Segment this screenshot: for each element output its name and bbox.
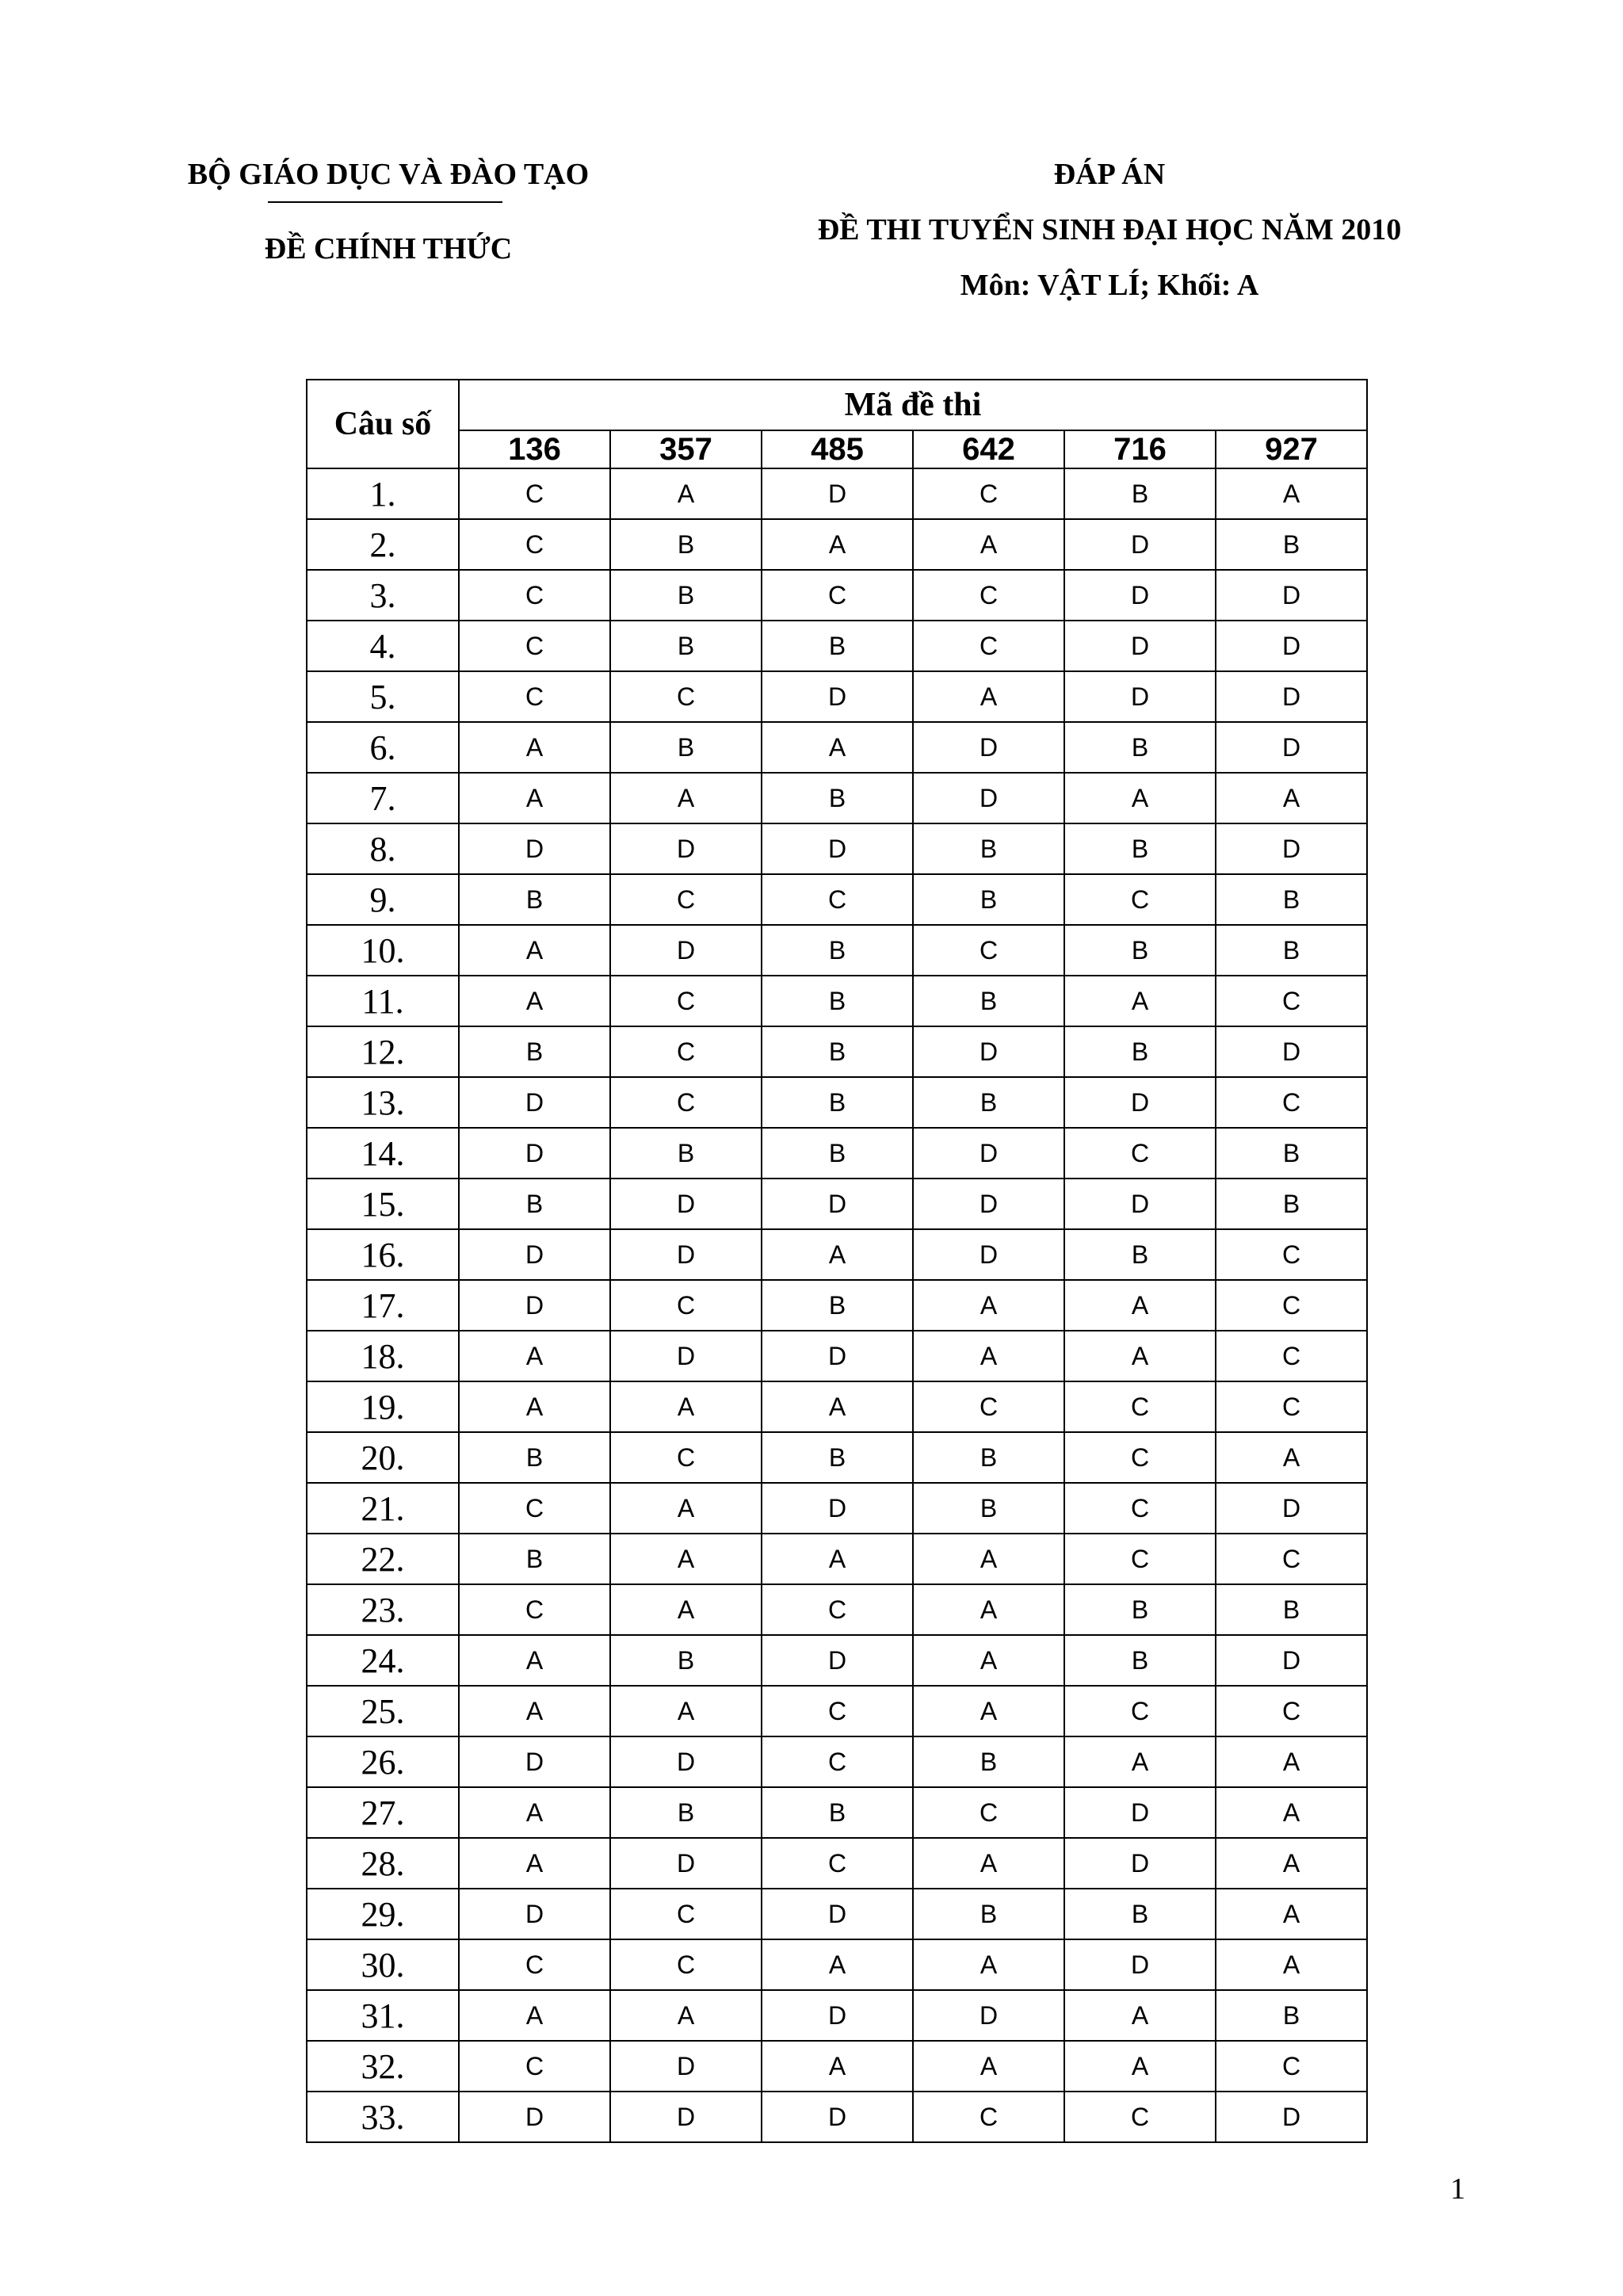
table-row (307, 2041, 1367, 2092)
answer-cell: D (459, 1229, 610, 1280)
answer-cell: C (1064, 874, 1216, 925)
answer-cell: D (1216, 2092, 1367, 2142)
answer-cell: A (459, 1331, 610, 1381)
answer-cell: C (762, 570, 913, 621)
table-row (307, 925, 1367, 976)
question-number: 12. (307, 1026, 459, 1077)
answer-cell: A (1064, 1990, 1216, 2041)
question-number: 22. (307, 1534, 459, 1584)
answer-cell: D (1064, 1838, 1216, 1889)
table-row (307, 1736, 1367, 1787)
table-row (307, 1889, 1367, 1939)
answer-cell: A (913, 671, 1064, 722)
answer-cell: B (762, 621, 913, 671)
answer-cell: A (762, 1381, 913, 1432)
exam-code-header: Mã đề thi (459, 380, 1367, 430)
answer-cell: D (459, 823, 610, 874)
question-number: 28. (307, 1838, 459, 1889)
answer-cell: B (1064, 1584, 1216, 1635)
answer-table-body (307, 468, 1367, 2142)
answer-cell: D (762, 1331, 913, 1381)
page-number: 1 (1450, 2172, 1465, 2206)
question-number: 26. (307, 1736, 459, 1787)
answer-cell: D (459, 1889, 610, 1939)
answer-cell: A (610, 1381, 762, 1432)
question-number: 11. (307, 976, 459, 1026)
answer-cell: C (1216, 1229, 1367, 1280)
question-number: 24. (307, 1635, 459, 1686)
answer-cell: D (762, 468, 913, 519)
table-row (307, 1331, 1367, 1381)
table-row (307, 1939, 1367, 1990)
table-row (307, 1026, 1367, 1077)
question-number: 7. (307, 773, 459, 823)
question-number: 25. (307, 1686, 459, 1736)
answer-cell: A (913, 1331, 1064, 1381)
answer-cell: C (913, 570, 1064, 621)
answer-cell: C (1064, 1534, 1216, 1584)
answer-cell: C (1064, 1128, 1216, 1179)
exam-code-4: 716 (1064, 430, 1216, 468)
answer-cell: A (459, 722, 610, 773)
answer-cell: D (1064, 1179, 1216, 1229)
answer-cell: A (1064, 1280, 1216, 1331)
answer-cell: B (1216, 925, 1367, 976)
answer-cell: D (913, 1128, 1064, 1179)
answer-table (306, 379, 1368, 2143)
answer-cell: C (1064, 2092, 1216, 2142)
table-row (307, 1686, 1367, 1736)
answer-cell: A (762, 1939, 913, 1990)
answer-cell: B (913, 1432, 1064, 1483)
answer-cell: A (610, 1990, 762, 2041)
answer-cell: A (459, 1990, 610, 2041)
table-row (307, 1838, 1367, 1889)
answer-cell: C (610, 1077, 762, 1128)
answer-cell: A (1064, 1736, 1216, 1787)
question-number: 1. (307, 468, 459, 519)
answer-cell: D (610, 925, 762, 976)
question-number: 29. (307, 1889, 459, 1939)
question-number: 17. (307, 1280, 459, 1331)
table-row (307, 621, 1367, 671)
answer-cell: D (1216, 1635, 1367, 1686)
answer-cell: B (1216, 519, 1367, 570)
table-row (307, 1432, 1367, 1483)
answer-cell: C (459, 468, 610, 519)
answer-cell: C (913, 621, 1064, 671)
answer-cell: D (1216, 823, 1367, 874)
answer-cell: A (610, 468, 762, 519)
table-row (307, 1787, 1367, 1838)
answer-cell: A (1216, 1736, 1367, 1787)
answer-cell: C (913, 2092, 1064, 2142)
question-number: 3. (307, 570, 459, 621)
answer-cell: B (762, 773, 913, 823)
header-underline (268, 201, 502, 203)
answer-cell: A (459, 925, 610, 976)
table-row (307, 1128, 1367, 1179)
answer-cell: D (610, 1229, 762, 1280)
answer-cell: C (1216, 1686, 1367, 1736)
answer-cell: C (610, 1026, 762, 1077)
answer-cell: A (913, 1939, 1064, 1990)
answer-cell: C (459, 519, 610, 570)
answer-cell: A (913, 1534, 1064, 1584)
table-row (307, 1483, 1367, 1534)
question-number: 2. (307, 519, 459, 570)
answer-cell: D (1064, 671, 1216, 722)
table-row (307, 1179, 1367, 1229)
answer-cell: C (762, 1736, 913, 1787)
exam-title: ĐỀ THI TUYỂN SINH ĐẠI HỌC NĂM 2010 (817, 213, 1402, 246)
answer-cell: C (459, 570, 610, 621)
table-row (307, 2092, 1367, 2142)
answer-cell: B (459, 874, 610, 925)
answer-cell: B (1216, 874, 1367, 925)
answer-cell: B (459, 1534, 610, 1584)
answer-cell: A (610, 1534, 762, 1584)
table-row (307, 1635, 1367, 1686)
answer-cell: C (610, 1432, 762, 1483)
answer-cell: D (762, 2092, 913, 2142)
answer-cell: D (1216, 1026, 1367, 1077)
answer-cell: C (459, 1483, 610, 1534)
answer-cell: D (610, 1331, 762, 1381)
table-row (307, 722, 1367, 773)
answer-cell: B (1064, 1889, 1216, 1939)
answer-cell: B (913, 1736, 1064, 1787)
answer-cell: C (459, 671, 610, 722)
answer-cell: A (1064, 976, 1216, 1026)
answer-cell: B (762, 1077, 913, 1128)
answer-cell: D (762, 823, 913, 874)
answer-cell: D (1064, 1077, 1216, 1128)
answer-cell: A (913, 1686, 1064, 1736)
answer-cell: B (459, 1179, 610, 1229)
answer-cell: A (1064, 1331, 1216, 1381)
answer-cell: D (913, 1179, 1064, 1229)
exam-code-2: 485 (762, 430, 913, 468)
question-number: 18. (307, 1331, 459, 1381)
answer-cell: A (913, 1280, 1064, 1331)
answer-cell: D (459, 1736, 610, 1787)
answer-cell: B (610, 519, 762, 570)
answer-cell: C (610, 874, 762, 925)
answer-cell: C (762, 1686, 913, 1736)
exam-code-row (307, 430, 1367, 468)
answer-cell: B (1216, 1128, 1367, 1179)
answer-cell: D (610, 2092, 762, 2142)
answer-cell: B (459, 1026, 610, 1077)
answer-cell: A (1216, 773, 1367, 823)
answer-cell: C (762, 1584, 913, 1635)
answer-cell: D (1216, 621, 1367, 671)
answer-cell: D (610, 1179, 762, 1229)
table-row (307, 1381, 1367, 1432)
answer-cell: A (1216, 1939, 1367, 1990)
answer-cell: B (610, 570, 762, 621)
answer-cell: D (762, 1179, 913, 1229)
answer-cell: D (913, 773, 1064, 823)
answer-cell: A (610, 1686, 762, 1736)
answer-cell: C (1064, 1432, 1216, 1483)
answer-key-title: ĐÁP ÁN (1053, 158, 1166, 191)
answer-cell: A (913, 1838, 1064, 1889)
answer-cell: C (610, 976, 762, 1026)
answer-cell: C (913, 1381, 1064, 1432)
question-number: 33. (307, 2092, 459, 2142)
table-row (307, 570, 1367, 621)
answer-cell: A (913, 1635, 1064, 1686)
answer-cell: B (913, 976, 1064, 1026)
answer-cell: A (610, 1483, 762, 1534)
exam-code-5: 927 (1216, 430, 1367, 468)
answer-cell: D (1216, 722, 1367, 773)
answer-cell: D (1064, 519, 1216, 570)
answer-cell: A (610, 1584, 762, 1635)
table-row (307, 1280, 1367, 1331)
answer-cell: B (1064, 925, 1216, 976)
question-number: 5. (307, 671, 459, 722)
question-number: 19. (307, 1381, 459, 1432)
question-number: 30. (307, 1939, 459, 1990)
answer-cell: C (762, 874, 913, 925)
answer-cell: B (913, 874, 1064, 925)
answer-cell: A (762, 1534, 913, 1584)
answer-cell: A (459, 1635, 610, 1686)
answer-cell: C (610, 671, 762, 722)
answer-cell: D (1064, 1939, 1216, 1990)
answer-cell: A (762, 519, 913, 570)
table-row (307, 519, 1367, 570)
answer-cell: D (913, 1026, 1064, 1077)
question-number: 23. (307, 1584, 459, 1635)
answer-cell: A (1216, 1838, 1367, 1889)
answer-cell: D (459, 1280, 610, 1331)
answer-cell: B (1064, 1229, 1216, 1280)
question-number: 8. (307, 823, 459, 874)
answer-cell: B (610, 621, 762, 671)
answer-cell: A (1216, 1432, 1367, 1483)
answer-cell: A (459, 1381, 610, 1432)
table-row (307, 874, 1367, 925)
answer-cell: D (913, 1229, 1064, 1280)
subject-line: Môn: VẬT LÍ; Khối: A (960, 269, 1259, 302)
answer-cell: C (459, 621, 610, 671)
answer-cell: A (1216, 1889, 1367, 1939)
answer-cell: D (610, 2041, 762, 2092)
answer-cell: A (762, 1229, 913, 1280)
answer-cell: A (1064, 773, 1216, 823)
answer-cell: B (1216, 1990, 1367, 2041)
answer-cell: D (913, 1990, 1064, 2041)
answer-cell: D (1216, 671, 1367, 722)
answer-cell: A (610, 773, 762, 823)
question-number: 13. (307, 1077, 459, 1128)
answer-cell: B (610, 722, 762, 773)
answer-cell: C (1064, 1381, 1216, 1432)
answer-cell: B (459, 1432, 610, 1483)
question-number: 10. (307, 925, 459, 976)
answer-cell: B (913, 823, 1064, 874)
answer-cell: C (1216, 1077, 1367, 1128)
question-number: 4. (307, 621, 459, 671)
table-row (307, 773, 1367, 823)
answer-cell: B (1064, 1635, 1216, 1686)
answer-cell: C (913, 1787, 1064, 1838)
answer-cell: B (913, 1889, 1064, 1939)
answer-cell: D (762, 1483, 913, 1534)
answer-cell: A (913, 1584, 1064, 1635)
answer-cell: A (1064, 2041, 1216, 2092)
answer-cell: C (1064, 1483, 1216, 1534)
answer-cell: A (762, 722, 913, 773)
answer-cell: B (913, 1483, 1064, 1534)
table-row (307, 1077, 1367, 1128)
answer-cell: D (1064, 570, 1216, 621)
answer-cell: D (762, 1990, 913, 2041)
question-number: 27. (307, 1787, 459, 1838)
answer-cell: B (762, 1787, 913, 1838)
answer-cell: C (1216, 1534, 1367, 1584)
official-label: ĐỀ CHÍNH THỨC (264, 232, 513, 266)
table-row (307, 1229, 1367, 1280)
answer-cell: A (913, 2041, 1064, 2092)
table-row (307, 1584, 1367, 1635)
answer-cell: C (610, 1939, 762, 1990)
answer-cell: C (1216, 1280, 1367, 1331)
answer-cell: B (1064, 722, 1216, 773)
answer-cell: A (459, 773, 610, 823)
table-row (307, 468, 1367, 519)
question-number: 9. (307, 874, 459, 925)
answer-cell: B (762, 976, 913, 1026)
exam-code-1: 357 (610, 430, 762, 468)
answer-cell: B (762, 1026, 913, 1077)
answer-cell: D (459, 2092, 610, 2142)
answer-cell: C (459, 1939, 610, 1990)
answer-cell: B (762, 1432, 913, 1483)
answer-cell: D (459, 1128, 610, 1179)
answer-cell: A (459, 1686, 610, 1736)
answer-cell: D (1064, 621, 1216, 671)
answer-cell: D (762, 1635, 913, 1686)
answer-cell: C (1216, 1381, 1367, 1432)
question-number: 32. (307, 2041, 459, 2092)
answer-cell: C (459, 2041, 610, 2092)
answer-cell: C (1216, 2041, 1367, 2092)
answer-cell: C (610, 1280, 762, 1331)
answer-cell: B (1216, 1584, 1367, 1635)
answer-cell: D (610, 1838, 762, 1889)
answer-cell: B (610, 1128, 762, 1179)
exam-code-0: 136 (459, 430, 610, 468)
question-number: 31. (307, 1990, 459, 2041)
answer-cell: B (762, 1280, 913, 1331)
table-row (307, 1534, 1367, 1584)
answer-cell: B (762, 925, 913, 976)
answer-cell: C (913, 925, 1064, 976)
table-row (307, 671, 1367, 722)
answer-cell: D (913, 722, 1064, 773)
answer-cell: A (1216, 468, 1367, 519)
table-row (307, 823, 1367, 874)
answer-cell: A (459, 1787, 610, 1838)
answer-cell: B (610, 1635, 762, 1686)
answer-cell: B (1216, 1179, 1367, 1229)
answer-cell: D (1216, 570, 1367, 621)
answer-cell: A (459, 976, 610, 1026)
answer-cell: D (459, 1077, 610, 1128)
answer-cell: D (1216, 1483, 1367, 1534)
answer-cell: C (913, 468, 1064, 519)
answer-cell: A (913, 519, 1064, 570)
answer-cell: B (762, 1128, 913, 1179)
ministry-name: BỘ GIÁO DỤC VÀ ĐÀO TẠO (187, 158, 590, 191)
question-number: 16. (307, 1229, 459, 1280)
answer-cell: A (459, 1838, 610, 1889)
answer-cell: B (610, 1787, 762, 1838)
exam-code-3: 642 (913, 430, 1064, 468)
answer-cell: C (1064, 1686, 1216, 1736)
answer-cell: B (1064, 1026, 1216, 1077)
answer-cell: D (762, 671, 913, 722)
answer-cell: C (610, 1889, 762, 1939)
question-number: 15. (307, 1179, 459, 1229)
answer-cell: B (1064, 468, 1216, 519)
answer-cell: C (459, 1584, 610, 1635)
table-row (307, 1990, 1367, 2041)
answer-cell: A (1216, 1787, 1367, 1838)
question-number-header: Câu số (307, 380, 459, 468)
answer-cell: C (1216, 1331, 1367, 1381)
table-row (307, 976, 1367, 1026)
answer-cell: D (610, 823, 762, 874)
answer-cell: D (610, 1736, 762, 1787)
answer-cell: D (1064, 1787, 1216, 1838)
answer-cell: D (762, 1889, 913, 1939)
answer-cell: C (762, 1838, 913, 1889)
answer-cell: C (1216, 976, 1367, 1026)
question-number: 21. (307, 1483, 459, 1534)
answer-cell: A (762, 2041, 913, 2092)
question-number: 14. (307, 1128, 459, 1179)
answer-cell: B (913, 1077, 1064, 1128)
question-number: 6. (307, 722, 459, 773)
question-number: 20. (307, 1432, 459, 1483)
answer-cell: B (1064, 823, 1216, 874)
